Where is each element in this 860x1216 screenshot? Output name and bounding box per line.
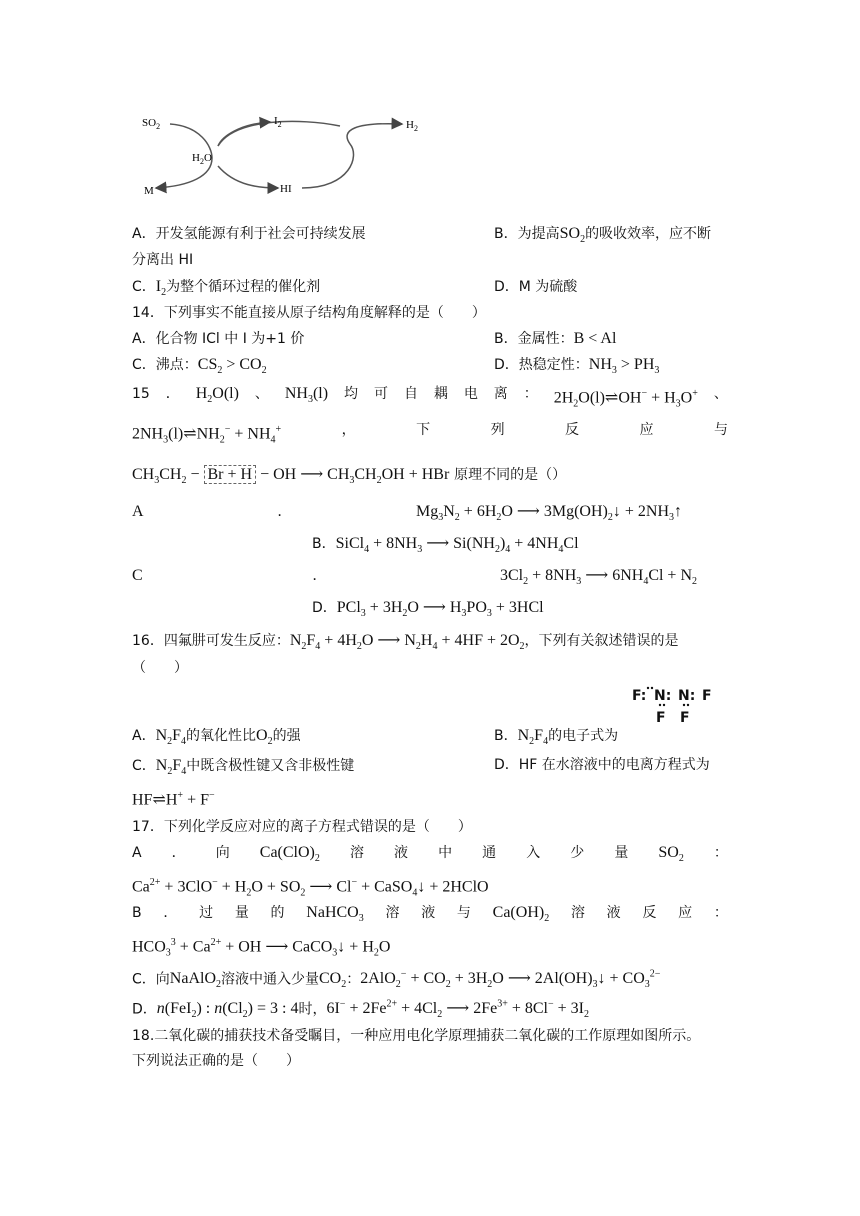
- q15-option-c-label: C .: [132, 567, 317, 584]
- q15-option-a-eq: $Mg_3N_2 + 6H_2O$ ⟶ $3Mg(OH)_2↓$ + $2NH_3↑$: [416, 503, 682, 524]
- q16-option-a: A．$N_2F_4$的氧化性比$O_2$的强: [132, 727, 301, 748]
- q15-line2: $2NH_3(l)\rightleftharpoons NH_2^- + NH_4^+$ ， 下 列 反 应 与: [132, 422, 728, 446]
- q13-option-b: B．为提高$SO_2$的吸收效率，应不断: [494, 225, 712, 246]
- svg-text:F:: F:: [632, 688, 647, 704]
- svg-text:F: F: [680, 710, 690, 726]
- cycle-diagram: [140, 106, 440, 202]
- svg-text:SO2: $SO_2$: [142, 117, 161, 131]
- q15-line1: 15 ． $H_2O(l)$ 、 $NH_3(l)$ 均 可 自 耦 电 离 ： $2H_2O(l)\rightleftharpoons OH^- + H_3O^+$ 、: [132, 385, 728, 410]
- q13-option-a: A．开发氢能源有利于社会可持续发展: [132, 226, 366, 242]
- upper-to-i2: [218, 122, 270, 146]
- h2-label: H: [406, 119, 414, 131]
- h2o-label: H: [192, 152, 200, 164]
- q16-option-d: D．HF 在水溶液中的电离方程式为: [494, 757, 710, 773]
- svg-text:N:: N:: [654, 688, 672, 704]
- q13-option-b-cont: 分离出 HI: [132, 252, 194, 268]
- q17-option-b-line: B ． 过 量 的 NaHCO$_3$ 溶 液 与 $Ca(OH)_2$ 溶 液 反 应 ：: [132, 904, 728, 925]
- q16-option-d-eq: HF⇌H+ + F−: [132, 790, 215, 809]
- i2-label: I: [274, 115, 278, 127]
- q16-stem: 16．四氟肼可发生反应：$N_2F_4 + 4H_2O$ ⟶ $N_2H_4 + 4HF + 2O_2$，下列有关叙述错误的是: [132, 632, 679, 653]
- q17-option-a-line: A ． 向 $Ca(ClO)_2$ 溶 液 中 通 入 少 量 $SO_2$ ：: [132, 844, 728, 865]
- svg-text:H2: $H_2$: [406, 119, 418, 133]
- svg-text:F: F: [702, 688, 712, 704]
- q13-option-c: C．$I_2$为整个循环过程的催化剂: [132, 278, 321, 299]
- q15-option-d: D．$PCl_3 + 3H_2O$ ⟶ $H_3PO_3 + 3HCl$: [312, 599, 544, 620]
- q16-paren: （ ）: [132, 660, 188, 676]
- q17-stem: 17．下列化学反应对应的离子方程式错误的是（ ）: [132, 819, 472, 835]
- q16-option-b: B．$N_2F_4$的电子式为: [494, 727, 619, 748]
- right-arc: [302, 124, 402, 188]
- q14-stem: 14．下列事实不能直接从原子结构角度解释的是（ ）: [132, 305, 486, 321]
- electron-formula-image: [632, 684, 724, 728]
- q14-option-d: D．热稳定性：$NH_3 > PH_3$: [494, 356, 660, 377]
- svg-text:I2: $I_2$: [274, 115, 282, 129]
- q17-option-d: D．n(FeI$_2$) : $n(Cl_2) = 3$ : 4时，$6I^- + 2Fe^{2+} + 4Cl_2$ ⟶ $2Fe^{3+} + 8Cl^- + 3I_2$: [132, 999, 589, 1021]
- q15-option-b: B．SiCl$_4$ + $8NH_3$ ⟶ $Si(NH_2)_4 + 4NH_4Cl$: [312, 535, 579, 556]
- svg-text:N:: N:: [678, 688, 696, 704]
- svg-text:F: F: [656, 710, 666, 726]
- q18-line1: 18.二氧化碳的捕获技术备受瞩目，一种应用电化学原理捕获二氧化碳的工作原理如图所示。: [132, 1028, 701, 1044]
- q17-option-c: C．向NaAlO$_2$溶液中通入少量$CO_2$：$2AlO_2^- + CO_2 + 3H_2O$ ⟶ $2Al(OH)_3↓ + CO_3^{2-}$: [132, 969, 661, 991]
- q15-option-a-label: A .: [132, 503, 282, 520]
- svg-text:H2O: $H_2O$: [192, 152, 212, 166]
- lower-arc: [218, 166, 278, 188]
- q16-option-c: C．$N_2F_4$中既含极性键又含非极性键: [132, 757, 355, 778]
- q14-option-c: C．沸点：$CS_2 > CO_2$: [132, 356, 267, 377]
- hi-label: HI: [280, 183, 292, 195]
- q15-line3: $CH_3CH_2 - Br + H$ − OH ⟶ $CH_3CH_2OH$ + HBr 原理不同的是（）: [132, 466, 567, 487]
- q18-line2: 下列说法正确的是（ ）: [132, 1053, 300, 1069]
- q17-option-b-eq: $HCO_3^3 + Ca^{2+}$ + OH ⟶ CaCO$_3$↓ + $H_2O$: [132, 937, 391, 959]
- m-label: M: [144, 185, 154, 197]
- q14-option-a: A．化合物 ICl 中 I 为+1 价: [132, 331, 305, 347]
- q14-option-b: B．金属性：B < Al: [494, 330, 617, 347]
- q13-option-d: D．M 为硫酸: [494, 279, 578, 295]
- so2-label: SO: [142, 117, 157, 129]
- q17-option-a-eq: $Ca^{2+} + 3ClO^- + H_2O + SO_2$ ⟶ Cl− + CaSO$_4$↓ + 2HClO: [132, 877, 489, 899]
- q15-option-c-eq: $3Cl_2 + 8NH_3$ ⟶ $6NH_4Cl + N_2$: [500, 567, 698, 588]
